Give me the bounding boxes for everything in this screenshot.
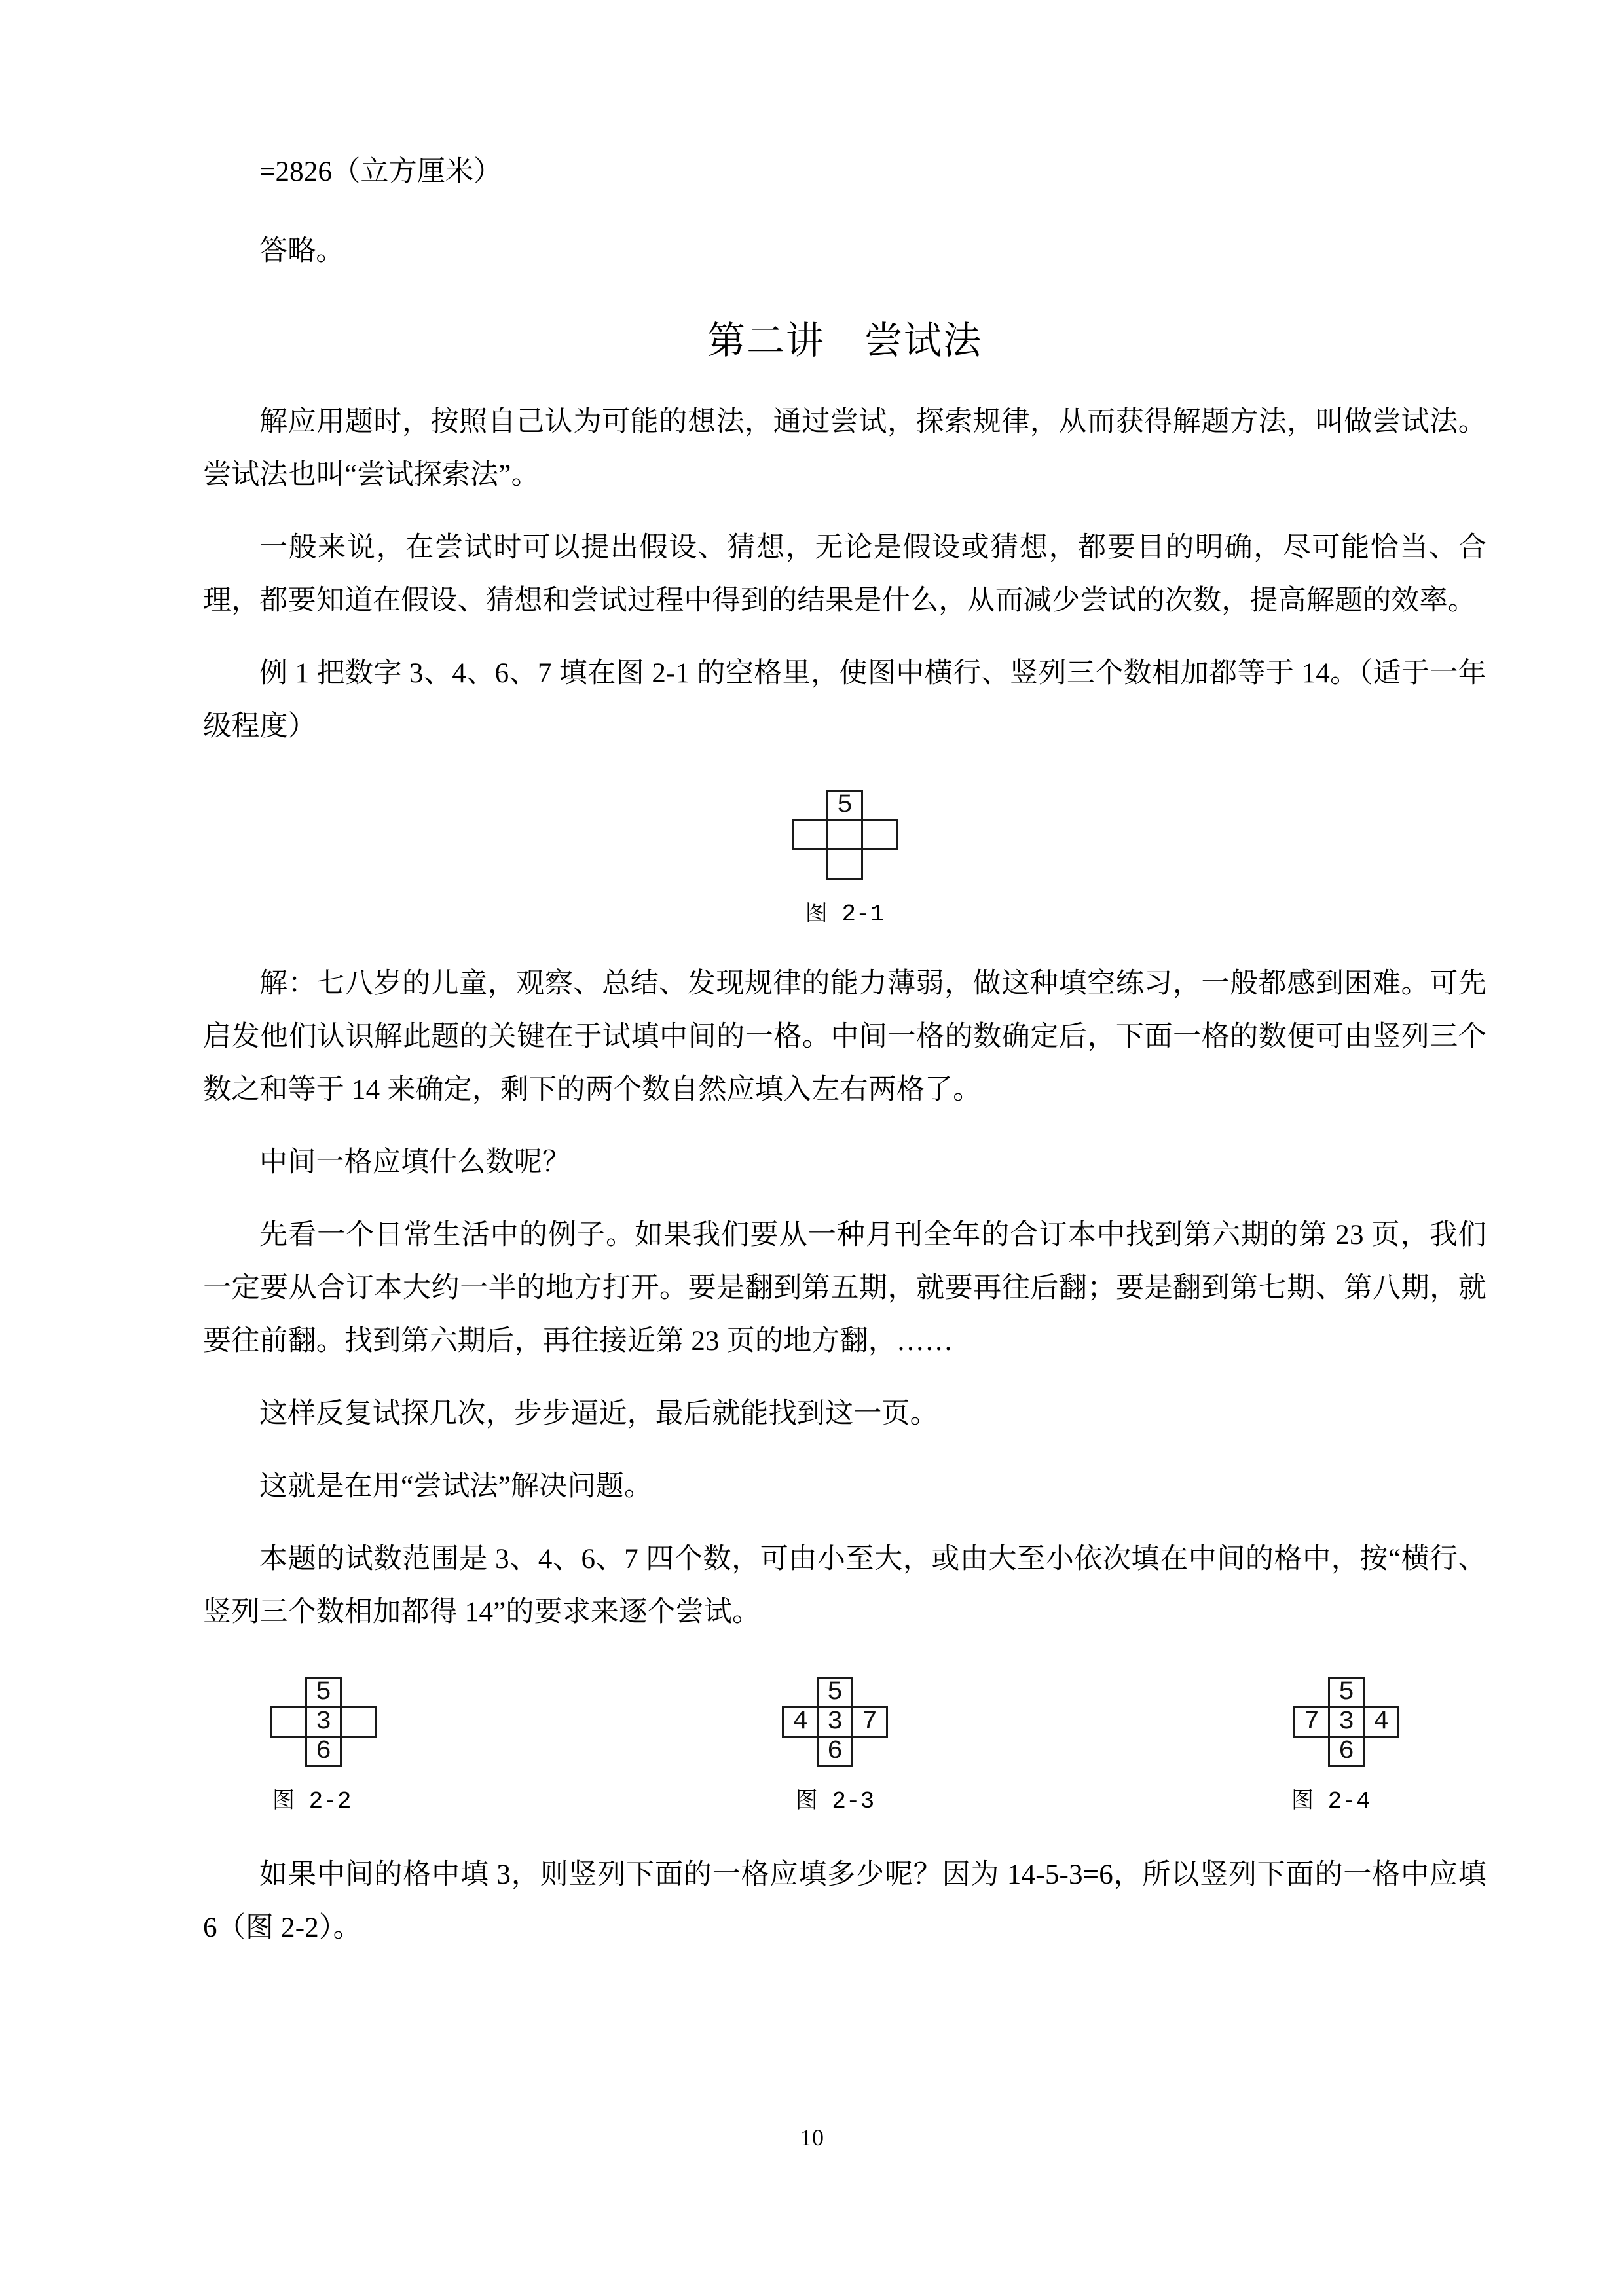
paragraph-repeat-trial: 这样反复试探几次，步步逼近，最后就能找到这一页。 — [259, 1398, 938, 1429]
cell-left: 7 — [1293, 1706, 1330, 1738]
cross-grid — [780, 1677, 890, 1767]
figure-2-3 — [646, 1677, 1024, 1818]
paragraph-trial-range: 本题的试数范围是 3、4、6、7 四个数，可由小至大，或由大至小依次填在中间的格中，按“横行、竖列三个数相加都得 14”的要求来逐个尝试。 — [203, 1544, 1486, 1628]
paragraph-solution: 解：七八岁的儿童，观察、总结、发现规律的能力薄弱，做这种填空练习，一般都感到困难。可先启发他们认识解此题的关键在于试填中间的一格。中间一格的数确定后，下面一格的数便可由竖列三个数之和等于 14 来确定，剩下的两个数自然应填入左右两格了。 — [203, 968, 1486, 1105]
figure-caption — [780, 1785, 890, 1818]
figure-caption-label: 图 — [272, 1789, 295, 1813]
cell-left: 4 — [782, 1706, 819, 1738]
figure-2-2 — [210, 1677, 646, 1818]
cross-grid — [1291, 1677, 1401, 1767]
paragraph-example-1: 例 1 把数字 3、4、6、7 填在图 2-1 的空格里，使图中横行、竖列三个数相加都等于 14。（适于一年级程度） — [203, 658, 1486, 742]
paragraph-method-name: 这就是在用“尝试法”解决问题。 — [259, 1471, 653, 1502]
chapter-title: 第二讲 尝试法 — [707, 319, 982, 362]
cell-left — [792, 819, 828, 850]
paragraph-intro-2: 一般来说，在尝试时可以提出假设、猜想，无论是假设或猜想，都要目的明确，尽可能恰当、合理，都要知道在假设、猜想和尝试过程中得到的结果是什么，从而减少尝试的次数，提高解题的效率。 — [203, 532, 1486, 616]
cell-bottom: 6 — [817, 1736, 853, 1767]
cell-right: 4 — [1363, 1706, 1399, 1738]
cell-right — [861, 819, 898, 850]
cell-center: 3 — [817, 1706, 853, 1738]
figure-caption — [1291, 1785, 1401, 1818]
cross-grid — [790, 790, 900, 880]
cross-grid — [268, 1677, 378, 1767]
formula-line: =2826（立方厘米） — [259, 156, 502, 187]
figure-caption-number: 2-4 — [1327, 1788, 1371, 1815]
answer-line: 答略。 — [259, 236, 344, 266]
paragraph-conclusion: 如果中间的格中填 3，则竖列下面的一格应填多少呢？因为 14-5-3=6，所以竖列下面的一格中应填 6（图 2-2）。 — [203, 1859, 1486, 1943]
cell-right: 7 — [851, 1706, 888, 1738]
cell-center: 3 — [1328, 1706, 1365, 1738]
figure-caption-number: 2-3 — [832, 1788, 875, 1815]
page-number: 10 — [800, 2124, 824, 2151]
cell-top: 5 — [305, 1677, 342, 1708]
figure-caption-label: 图 — [805, 902, 828, 926]
paragraph-question: 中间一格应填什么数呢？ — [259, 1147, 571, 1178]
cell-left — [270, 1706, 307, 1738]
figure-row — [203, 1677, 1486, 1818]
figure-caption-number: 2-1 — [841, 901, 885, 928]
paragraph-example-daily: 先看一个日常生活中的例子。如果我们要从一种月刊全年的合订本中找到第六期的第 23 页，我们一定要从合订本大约一半的地方打开。要是翻到第五期，就要再往后翻；要是翻到第七期、第八期，就要往前翻。找到第六期后，再往接近第 23 页的地方翻，…… — [203, 1220, 1486, 1357]
figure-caption-label: 图 — [795, 1789, 818, 1813]
cell-top: 5 — [817, 1677, 853, 1708]
cell-center: 3 — [305, 1706, 342, 1738]
cell-top: 5 — [826, 790, 863, 821]
cell-bottom: 6 — [305, 1736, 342, 1767]
figure-2-1 — [203, 790, 1486, 931]
figure-caption — [203, 898, 1486, 931]
cell-bottom — [826, 848, 863, 880]
figure-2-4 — [1024, 1677, 1473, 1818]
figure-caption-label: 图 — [1291, 1789, 1314, 1813]
cell-top: 5 — [1328, 1677, 1365, 1708]
cell-right — [340, 1706, 377, 1738]
cell-center — [826, 819, 863, 850]
figure-caption — [268, 1785, 378, 1818]
page-content — [203, 0, 1486, 1954]
figure-caption-number: 2-2 — [308, 1788, 352, 1815]
paragraph-intro-1: 解应用题时，按照自己认为可能的想法，通过尝试，探索规律，从而获得解题方法，叫做尝试法。尝试法也叫“尝试探索法”。 — [203, 407, 1486, 490]
cell-bottom: 6 — [1328, 1736, 1365, 1767]
